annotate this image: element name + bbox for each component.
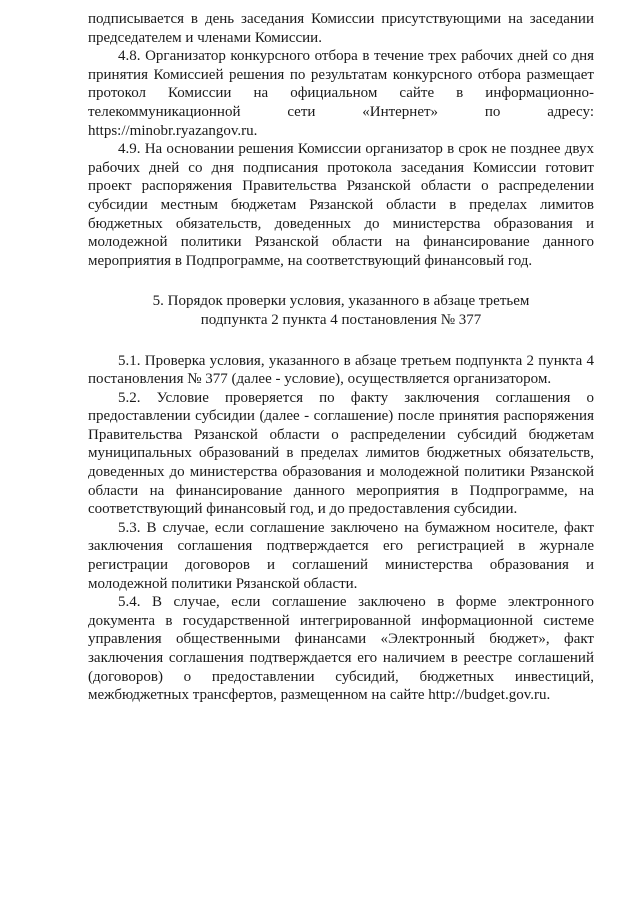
document-page bbox=[88, 10, 594, 705]
section-heading bbox=[88, 292, 594, 329]
paragraph-5-4: 5.4. В случае, если соглашение заключено в форме электронного документа в государственной интегрированной информационной системе управления общественными финансами «Электронный бюджет», факт заключения соглашения подтверждается его наличием в реестре соглашений (договоров) о предоставлении субсидий, бюджетных инвестиций, межбюджетных трансфертов, размещенном на сайте http://budget.gov.ru. bbox=[88, 594, 594, 704]
section-heading-line-1: 5. Порядок проверки условия, указанного в абзаце третьем bbox=[152, 293, 530, 310]
section-heading-line-2: подпункта 2 пункта 4 постановления № 377 bbox=[200, 311, 482, 328]
paragraph-5-1: 5.1. Проверка условия, указанного в абзаце третьем подпункта 2 пункта 4 постановления № 377 (далее - условие), осуществляется организатором. bbox=[88, 352, 594, 388]
paragraph-5-3: 5.3. В случае, если соглашение заключено на бумажном носителе, факт заключения соглашения подтверждается его регистрацией в журнале регистрации договоров и соглашений министерства образования и молодежной политики Рязанской области. bbox=[88, 519, 594, 592]
paragraph-5-2: 5.2. Условие проверяется по факту заключения соглашения о предоставлении субсидии (далее - соглашение) после принятия распоряжения Правительства Рязанской области о распределении субсидий бюджетам муниципальных образований в пределах лимитов бюджетных обязательств, доведенных до министерства образования и молодежной политики Рязанской области на финансирование данного мероприятия в Подпрограмме, на соответствующий финансовый год, и до предоставления субсидии. bbox=[88, 389, 594, 518]
paragraph-continuation: подписывается в день заседания Комиссии присутствующими на заседании председателем и членами Комиссии. bbox=[88, 11, 594, 46]
paragraph-4-8: 4.8. Организатор конкурсного отбора в течение трех рабочих дней со дня принятия Комиссией решения по результатам конкурсного отбора размещает протокол Комиссии на официальном сайте в информационно-телекоммуникационной сети «Интернет» по адресу: https://minobr.ryazangov.ru. bbox=[88, 48, 594, 139]
paragraph-4-9: 4.9. На основании решения Комиссии организатор в срок не позднее двух рабочих дней со дня подписания протокола заседания Комиссии готовит проект распоряжения Правительства Рязанской области о распределении субсидии местным бюджетам Рязанской области в пределах лимитов бюджетных обязательств, доведенных до министерства образования и молодежной политики Рязанской области на финансирование данного мероприятия в Подпрограмме, на соответствующий финансовый год. bbox=[88, 141, 594, 269]
